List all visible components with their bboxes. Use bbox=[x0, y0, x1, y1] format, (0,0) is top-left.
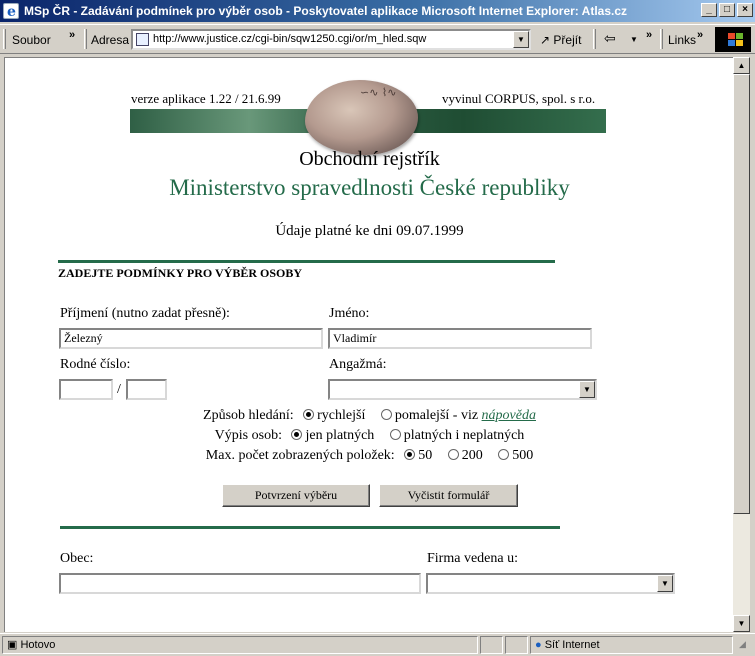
go-button[interactable] bbox=[540, 33, 581, 47]
scroll-down-icon[interactable]: ▼ bbox=[733, 615, 750, 632]
list-all-label: platných i neplatných bbox=[403, 428, 525, 443]
search-fast-label: rychlejší bbox=[317, 408, 366, 423]
max-label: Max. počet zobrazených položek: bbox=[205, 448, 395, 463]
resize-grip-icon[interactable]: ◢ bbox=[739, 639, 746, 649]
vertical-scrollbar[interactable] bbox=[733, 57, 750, 632]
section-title: ZADEJTE PODMÍNKY PRO VÝBĚR OSOBY bbox=[58, 266, 303, 280]
toolbar-grip[interactable] bbox=[84, 29, 87, 49]
divider bbox=[60, 526, 560, 529]
list-mode-row bbox=[5, 428, 733, 444]
address-dropdown-button[interactable]: ▼ bbox=[513, 31, 529, 48]
search-fast-radio[interactable] bbox=[303, 409, 314, 420]
window-titlebar[interactable] bbox=[0, 0, 755, 22]
back-dropdown-icon[interactable]: ▼ bbox=[630, 35, 638, 44]
firstname-label: Jméno: bbox=[329, 306, 370, 321]
status-text-cell bbox=[2, 636, 478, 654]
list-label: Výpis osob: bbox=[214, 428, 282, 443]
scroll-up-icon[interactable]: ▲ bbox=[733, 57, 750, 74]
birthnumber-input-2[interactable] bbox=[126, 379, 167, 400]
valid-date: Údaje platné ke dni 09.07.1999 bbox=[275, 223, 464, 239]
address-url: http://www.justice.cz/cgi-bin/sqw1250.cgi/or/m_hled.sqw bbox=[153, 33, 427, 45]
status-bar bbox=[0, 633, 755, 656]
clear-button[interactable]: Vyčistit formulář bbox=[379, 484, 518, 507]
stone-logo bbox=[305, 80, 418, 155]
developer-credit: vyvinul CORPUS, spol. s r.o. bbox=[442, 91, 596, 106]
birthnumber-label: Rodné číslo: bbox=[60, 357, 131, 372]
max-50-label: 50 bbox=[418, 448, 433, 463]
search-mode-label: Způsob hledání: bbox=[203, 408, 294, 423]
search-slow-suffix: - viz bbox=[452, 408, 479, 423]
city-input[interactable] bbox=[59, 573, 421, 594]
links-chevron[interactable]: » bbox=[697, 29, 704, 41]
close-button[interactable]: × bbox=[737, 3, 753, 17]
status-text: Hotovo bbox=[20, 639, 56, 651]
windows-logo-icon bbox=[715, 27, 751, 52]
city-label: Obec: bbox=[60, 551, 94, 566]
max-items-row bbox=[5, 448, 733, 464]
toolbar-grip[interactable] bbox=[660, 29, 663, 49]
status-zone-cell bbox=[530, 636, 733, 654]
back-icon[interactable]: ⇦ bbox=[604, 30, 616, 46]
max-200-label: 200 bbox=[461, 448, 483, 463]
menu-chevron[interactable]: » bbox=[69, 29, 76, 41]
status-zone: Síť Internet bbox=[544, 639, 600, 651]
toolbar-chevron[interactable]: » bbox=[646, 29, 653, 41]
chevron-down-icon[interactable]: ▼ bbox=[657, 575, 673, 592]
birthnumber-input-1[interactable] bbox=[59, 379, 113, 400]
app-version: verze aplikace 1.22 / 21.6.99 bbox=[131, 91, 281, 106]
search-slow-label: pomalejší bbox=[394, 408, 450, 423]
confirm-button[interactable]: Potvrzení výběru bbox=[222, 484, 370, 507]
divider bbox=[58, 260, 555, 263]
address-label: Adresa bbox=[91, 33, 130, 47]
page-viewport bbox=[4, 57, 733, 632]
minimize-button[interactable]: _ bbox=[701, 3, 717, 17]
list-all-radio[interactable] bbox=[390, 429, 401, 440]
status-page-icon: ▣ bbox=[7, 639, 18, 651]
surname-label: Příjmení (nutno zadat přesně): bbox=[60, 306, 230, 321]
menu-file[interactable]: Soubor bbox=[12, 33, 51, 47]
list-valid-label: jen platných bbox=[305, 428, 375, 443]
toolbar-grip[interactable] bbox=[593, 29, 596, 49]
toolbar-grip[interactable] bbox=[3, 29, 6, 49]
max-50-radio[interactable] bbox=[404, 449, 415, 460]
scroll-thumb[interactable] bbox=[733, 74, 750, 514]
address-input[interactable] bbox=[131, 29, 531, 50]
engagement-select[interactable] bbox=[328, 379, 597, 400]
page-icon bbox=[136, 33, 149, 46]
status-cell bbox=[505, 636, 528, 654]
surname-input[interactable]: Železný bbox=[59, 328, 323, 349]
max-200-radio[interactable] bbox=[448, 449, 459, 460]
signature-mark-icon: ∽∿ ⌇∿ bbox=[360, 86, 397, 99]
go-label: Přejít bbox=[553, 33, 582, 47]
go-arrow-icon: ↗ bbox=[540, 33, 551, 47]
search-mode-row bbox=[5, 408, 733, 424]
birthnumber-separator: / bbox=[117, 382, 121, 397]
firm-label: Firma vedena u: bbox=[427, 551, 518, 566]
firstname-input[interactable]: Vladimír bbox=[328, 328, 592, 349]
links-label[interactable]: Links bbox=[668, 33, 697, 47]
status-cell bbox=[480, 636, 503, 654]
chevron-down-icon[interactable]: ▼ bbox=[579, 381, 595, 398]
engagement-label: Angažmá: bbox=[329, 357, 387, 372]
help-link[interactable]: nápověda bbox=[481, 408, 536, 423]
maximize-button[interactable]: □ bbox=[719, 3, 735, 17]
max-500-radio[interactable] bbox=[498, 449, 509, 460]
globe-icon: ● bbox=[535, 639, 542, 651]
search-slow-radio[interactable] bbox=[381, 409, 392, 420]
browser-toolbar bbox=[0, 24, 755, 54]
list-valid-radio[interactable] bbox=[291, 429, 302, 440]
page-title: Obchodní rejstřík bbox=[299, 148, 440, 170]
window-title: MSp ČR - Zadávání podmínek pro výběr osob - Poskytovatel aplikace Microsoft Internet Explorer: Atlas.cz bbox=[24, 4, 628, 18]
max-500-label: 500 bbox=[512, 448, 534, 463]
firm-court-select[interactable] bbox=[426, 573, 675, 594]
internet-explorer-icon bbox=[3, 3, 19, 19]
ministry-heading: Ministerstvo spravedlnosti České republiky bbox=[169, 175, 570, 200]
